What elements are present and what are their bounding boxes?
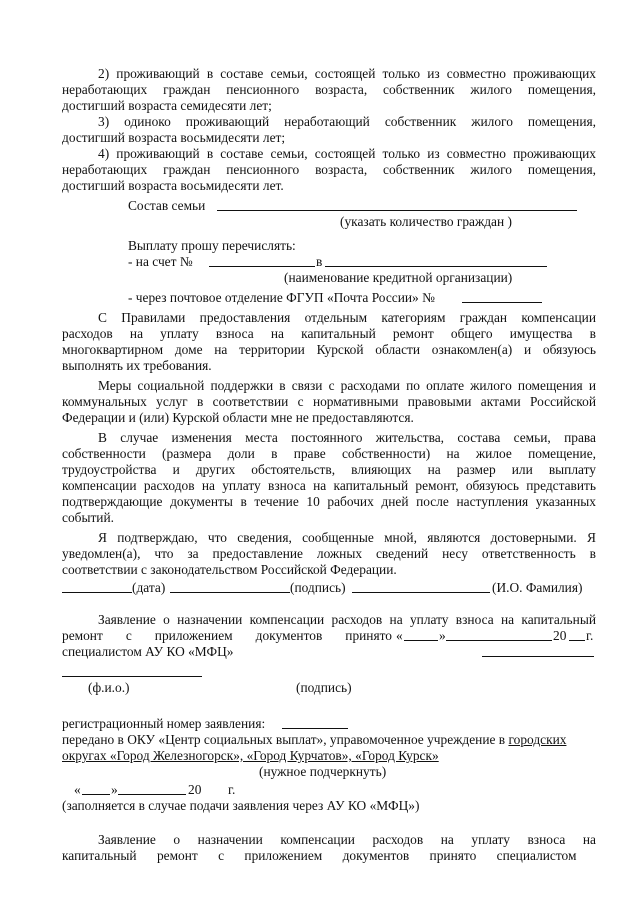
registration-day-field[interactable]	[82, 782, 110, 795]
accepted-year-prefix: 20	[553, 628, 567, 643]
bank-hint: (наименование кредитной организации)	[284, 270, 513, 285]
account-in-label: в	[316, 254, 323, 269]
change-line-1: В случае изменения места постоянного жительства, состава семьи, права	[98, 430, 596, 445]
payment-title: Выплату прошу перечислять:	[128, 238, 296, 253]
registration-year-prefix: 20	[188, 782, 202, 797]
family-hint: (указать количество граждан )	[340, 214, 512, 229]
family-hint-row	[62, 214, 596, 230]
category-2-line-3: достигший возраста семидесяти лет;	[62, 98, 272, 113]
registration-note: (заполняется в случае подачи заявления через АУ КО «МФЦ»)	[62, 798, 420, 813]
accepted-line-1: Заявление о назначении компенсации расходов на уплату взноса на капитальный	[98, 612, 596, 627]
rules-line-1: С Правилами предоставления отдельным категориям граждан компенсации	[98, 310, 596, 325]
account-label: - на счет №	[128, 254, 193, 269]
accepted-date-close: »	[439, 628, 446, 643]
change-line-2: собственности (размера доли в праве собственности) на жилое помещение,	[62, 446, 596, 461]
final-line-1: Заявление о назначении компенсации расходов на уплату взноса на	[98, 832, 596, 847]
registration-number-field[interactable]	[282, 716, 348, 729]
change-line-6: событий.	[62, 510, 114, 525]
accepted-line-2-text: ремонт с приложением документов принято	[62, 628, 392, 643]
registration-month-field[interactable]	[118, 782, 186, 795]
account-row	[62, 254, 596, 270]
measures-line-3: Федерации и (или) Курской области мне не предоставляются.	[62, 410, 414, 425]
registration-date-open: «	[74, 782, 81, 797]
fio-caption-row	[62, 680, 596, 696]
date-field[interactable]	[62, 580, 132, 593]
post-office-field[interactable]	[462, 290, 542, 303]
signature-caption: (подпись)	[290, 580, 346, 595]
post-row	[62, 290, 596, 306]
final-line-2: капитальный ремонт с приложением документов принято специалистом	[62, 848, 577, 863]
bank-name-field[interactable]	[325, 254, 547, 267]
fio-field[interactable]	[62, 664, 202, 677]
accepted-sign-caption: (подпись)	[296, 680, 352, 695]
transfer-row-1	[62, 732, 596, 748]
rules-line-4: выполнять их требования.	[62, 358, 212, 373]
accepted-line-2	[62, 628, 596, 644]
date-caption: (дата)	[132, 580, 166, 595]
specialist-row	[62, 644, 596, 660]
category-2-line-1: 2) проживающий в составе семьи, состоящей только из совместно проживающих	[98, 66, 596, 81]
registration-note-row	[62, 798, 596, 814]
measures-line-2: коммунальных услуг в соответствии с нормативными правовыми актами Российской	[62, 394, 596, 409]
name-field[interactable]	[352, 580, 490, 593]
specialist-field[interactable]	[482, 644, 594, 657]
change-line-4: компенсации расходов на уплату взноса на капитальный ремонт, обязуюсь представить	[62, 478, 596, 493]
category-4-line-1: 4) проживающий в составе семьи, состоящей только из совместно проживающих	[98, 146, 596, 161]
change-line-5: подтверждающие документы в течение 10 рабочих дней после наступления указанных	[62, 494, 596, 509]
registration-date-row	[62, 782, 596, 798]
application-page	[62, 66, 596, 864]
category-4-line-3: достигший возраста восьмидесяти лет.	[62, 178, 284, 193]
transfer-line-1-text: передано в ОКУ «Центр социальных выплат», управомоченное учреждение в	[62, 732, 509, 747]
name-caption: (И.О. Фамилия)	[492, 580, 583, 595]
signature-row	[62, 580, 596, 596]
signature-field[interactable]	[170, 580, 290, 593]
transfer-line-2[interactable]: округах «Город Железногорск», «Город Курчатов», «Город Курск»	[62, 748, 439, 763]
family-label: Состав семьи	[128, 198, 206, 213]
transfer-line-1	[62, 732, 566, 748]
registration-number-label: регистрационный номер заявления:	[62, 716, 266, 731]
confirm-line-3: соответствии с законодательством Российской Федерации.	[62, 562, 397, 577]
category-2-line-2: неработающих граждан пенсионного возраста, собственник жилого помещения,	[62, 82, 596, 97]
category-4-line-2: неработающих граждан пенсионного возраста, собственник жилого помещения,	[62, 162, 596, 177]
family-row	[62, 198, 596, 214]
registration-date-close: »	[111, 782, 118, 797]
accepted-date-open: «	[396, 628, 403, 643]
confirm-line-1: Я подтверждаю, что сведения, сообщенные мной, являются достоверными. Я	[98, 530, 596, 545]
bank-hint-row	[62, 270, 596, 286]
registration-number-row	[62, 716, 596, 732]
transfer-row-2	[62, 748, 596, 764]
category-3-line-1: 3) одиноко проживающий неработающий собственник жилого помещения,	[98, 114, 596, 129]
underline-hint: (нужное подчеркнуть)	[259, 764, 387, 779]
confirm-line-2: уведомлен(а), что за предоставление ложных сведений несу ответственность в	[62, 546, 596, 561]
accepted-day-field[interactable]	[404, 628, 438, 641]
accepted-year-suffix: г.	[586, 628, 594, 643]
account-number-field[interactable]	[209, 254, 315, 267]
post-office-label: - через почтовое отделение ФГУП «Почта России» №	[128, 290, 435, 305]
accepted-month-field[interactable]	[446, 628, 552, 641]
category-3-line-2: достигший возраста восьмидесяти лет;	[62, 130, 286, 145]
transfer-option-city-districts[interactable]: городских	[508, 732, 567, 747]
fio-caption: (ф.и.о.)	[88, 680, 130, 695]
rules-line-2: расходов на уплату взноса на капитальный ремонт общего имущества в	[62, 326, 596, 341]
accepted-year-field[interactable]	[569, 628, 585, 641]
measures-line-1: Меры социальной поддержки в связи с расходами по оплате жилого помещения и	[98, 378, 596, 393]
payment-title-row	[62, 238, 596, 254]
family-field[interactable]	[217, 198, 577, 211]
specialist-label: специалистом АУ КО «МФЦ»	[62, 644, 234, 659]
underline-hint-row	[62, 764, 596, 780]
rules-line-3: многоквартирном доме на территории Курской области ознакомлен(а) и обязуюсь	[62, 342, 596, 357]
fio-line-row	[62, 664, 596, 680]
change-line-3: трудоустройства и других обстоятельств, влияющих на размер или выплату	[62, 462, 596, 477]
registration-year-suffix: г.	[228, 782, 236, 797]
